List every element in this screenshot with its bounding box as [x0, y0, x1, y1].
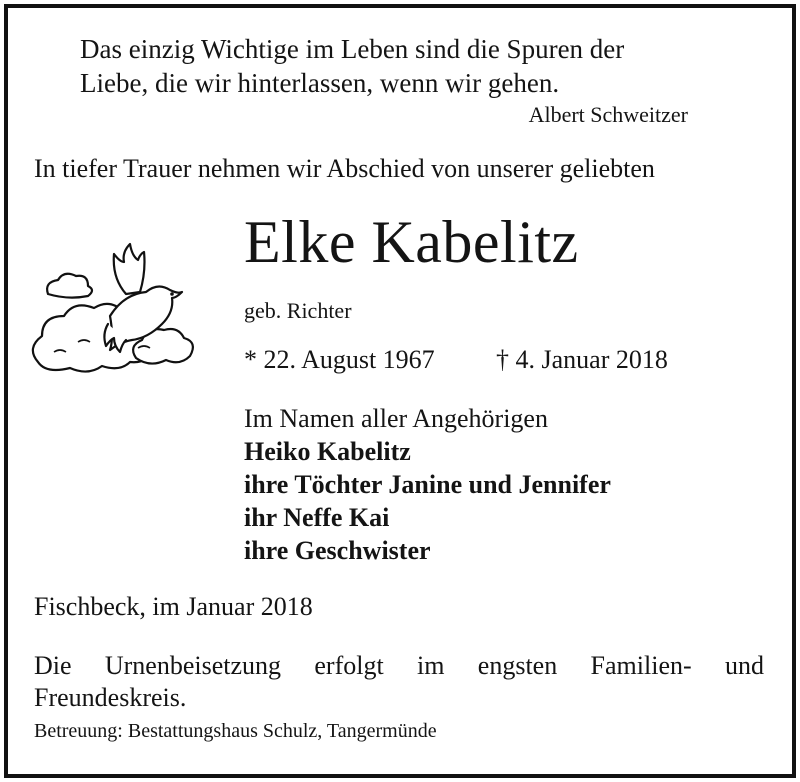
- place-and-date: Fischbeck, im Januar 2018: [34, 592, 313, 621]
- funeral-home-credit: Betreuung: Bestattungshaus Schulz, Tangermünde: [34, 720, 437, 742]
- burial-notice-line-1: [34, 650, 764, 682]
- death-date: † 4. Januar 2018: [496, 345, 668, 374]
- burial-notice: [34, 650, 764, 714]
- burial-word: erfolgt: [314, 651, 384, 680]
- dove-on-clouds-icon: [18, 232, 218, 392]
- birth-date: * 22. August 1967: [244, 345, 435, 374]
- burial-word: Urnenbeisetzung: [104, 651, 282, 680]
- burial-word: im: [417, 651, 445, 680]
- deceased-name: Elke Kabelitz: [244, 209, 579, 275]
- birth-name: geb. Richter: [244, 298, 352, 323]
- mourner-name: ihre Töchter Janine und Jennifer: [244, 470, 611, 499]
- burial-word: engsten: [477, 651, 558, 680]
- quote-author: Albert Schweitzer: [528, 102, 688, 127]
- burial-word: und: [724, 651, 764, 680]
- burial-notice-line-2: Freundeskreis.: [34, 683, 187, 712]
- mourners-lead: Im Namen aller Angehörigen: [244, 404, 548, 433]
- quote-line-2: Liebe, die wir hinterlassen, wenn wir gehen.: [80, 68, 560, 98]
- mourner-name: ihre Geschwister: [244, 536, 431, 565]
- burial-word: Familien-: [590, 651, 692, 680]
- intro-text: In tiefer Trauer nehmen wir Abschied von unserer geliebten: [34, 154, 655, 183]
- burial-word: Die: [34, 651, 72, 680]
- mourner-name: ihr Neffe Kai: [244, 503, 390, 532]
- mourner-name: Heiko Kabelitz: [244, 437, 411, 466]
- quote-line-1: Das einzig Wichtige im Leben sind die Spuren der: [80, 34, 625, 64]
